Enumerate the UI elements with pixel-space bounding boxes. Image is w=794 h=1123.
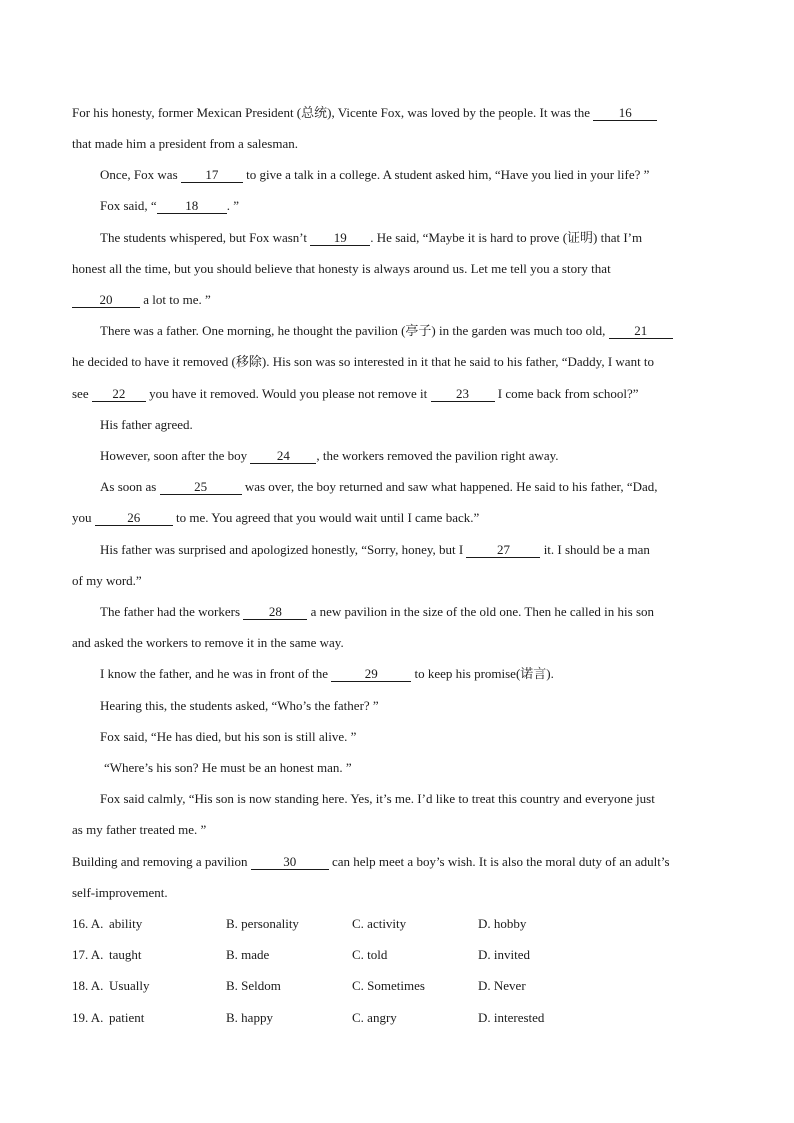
paragraph-8-line-2: you 26 to me. You agreed that you would wait until I came back.” — [72, 510, 480, 525]
option-c: C. told — [352, 947, 388, 962]
option-d: D. hobby — [478, 916, 527, 931]
blank-21: 21 — [609, 323, 673, 339]
blank-24: 24 — [250, 448, 316, 464]
option-b: B. personality — [226, 916, 299, 931]
blank-17: 17 — [181, 167, 243, 183]
question-number: 16. A. — [72, 916, 104, 931]
blank-22: 22 — [92, 386, 146, 402]
blank-29: 29 — [331, 666, 411, 682]
question-number: 19. A. — [72, 1010, 104, 1025]
paragraph-5-line-3: see 22 you have it removed. Would you please not remove it 23 I come back from school?” — [72, 386, 639, 401]
option-a: ability — [109, 916, 143, 931]
question-number: 18. A. — [72, 978, 104, 993]
blank-26: 26 — [95, 510, 173, 526]
blank-19: 19 — [310, 230, 370, 246]
option-a: taught — [109, 947, 142, 962]
paragraph-4-line-3: 20 a lot to me. ” — [72, 290, 718, 310]
option-d: D. invited — [478, 947, 530, 962]
paragraph-3: Fox said, “ 18 . ” — [100, 198, 239, 213]
paragraph-2: Once, Fox was 17 to give a talk in a college. A student asked him, “Have you lied in your life? ” — [100, 167, 650, 182]
option-a: Usually — [109, 978, 150, 993]
paragraph-4-line-2: honest all the time, but you should believe that honesty is always around us. Let me tell you a story that — [72, 261, 611, 276]
paragraph-14: “Where’s his son? He must be an honest man. ” — [104, 760, 352, 775]
paragraph-16-line-2: self-improvement. — [72, 885, 168, 900]
paragraph-9-line-2: of my word.” — [72, 573, 142, 588]
blank-16: 16 — [593, 105, 657, 121]
blank-18: 18 — [157, 198, 227, 214]
option-d: D. Never — [478, 978, 526, 993]
blank-20: 20 — [72, 292, 140, 308]
paragraph-11: I know the father, and he was in front of the 29 to keep his promise(诺言). — [100, 666, 554, 681]
paragraph-6: His father agreed. — [100, 417, 193, 432]
paragraph-7: However, soon after the boy 24 , the workers removed the pavilion right away. — [100, 448, 559, 463]
option-c: C. activity — [352, 916, 407, 931]
paragraph-15-line-1: Fox said calmly, “His son is now standing here. Yes, it’s me. I’d like to treat this country and everyone just — [100, 791, 655, 806]
option-a: patient — [109, 1010, 145, 1025]
paragraph-1-line-1: For his honesty, former Mexican President (总统), Vicente Fox, was loved by the people. It was the 16 — [72, 103, 718, 123]
paragraph-1-line-2: that made him a president from a salesman. — [72, 136, 298, 151]
paragraph-10-line-1: The father had the workers 28 a new pavilion in the size of the old one. Then he called in his son — [100, 604, 655, 619]
paragraph-16-line-1: Building and removing a pavilion 30 can help meet a boy’s wish. It is also the moral duty of an adult’s — [72, 854, 670, 869]
question-number: 17. A. — [72, 947, 104, 962]
option-b: B. happy — [226, 1010, 273, 1025]
option-b: B. made — [226, 947, 270, 962]
paragraph-4-line-1: The students whispered, but Fox wasn’t 19 . He said, “Maybe it is hard to prove (证明) that I’m — [100, 230, 643, 245]
blank-28: 28 — [243, 604, 307, 620]
blank-30: 30 — [251, 854, 329, 870]
option-d: D. interested — [478, 1010, 545, 1025]
paragraph-8-line-1: As soon as 25 was over, the boy returned and saw what happened. He said to his father, “Dad, — [100, 479, 658, 494]
option-b: B. Seldom — [226, 978, 281, 993]
paragraph-9-line-1: His father was surprised and apologized honestly, “Sorry, honey, but I 27 it. I should be a man — [100, 542, 650, 557]
paragraph-5-line-2: he decided to have it removed (移除). His son was so interested in it that he said to his father, “Daddy, I want to — [72, 354, 655, 369]
paragraph-12: Hearing this, the students asked, “Who’s the father? ” — [100, 698, 379, 713]
blank-23: 23 — [431, 386, 495, 402]
option-c: C. angry — [352, 1010, 397, 1025]
paragraph-5-line-1: There was a father. One morning, he thought the pavilion (亭子) in the garden was much too old, 21 — [100, 321, 718, 341]
blank-27: 27 — [466, 542, 540, 558]
option-c: C. Sometimes — [352, 978, 425, 993]
paragraph-13: Fox said, “He has died, but his son is still alive. ” — [100, 729, 357, 744]
paragraph-10-line-2: and asked the workers to remove it in the same way. — [72, 635, 344, 650]
paragraph-15-line-2: as my father treated me. ” — [72, 822, 207, 837]
blank-25: 25 — [160, 479, 242, 495]
